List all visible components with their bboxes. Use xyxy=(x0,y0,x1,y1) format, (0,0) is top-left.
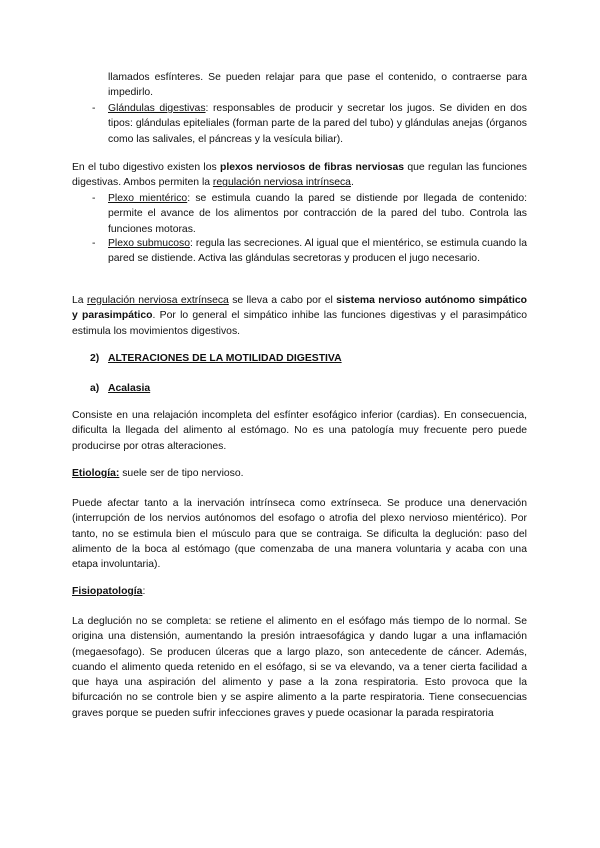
underlined-regulacion-extrinseca: regulación nerviosa extrínseca xyxy=(86,295,229,306)
section-title: ALTERACIONES DE LA MOTILIDAD DIGESTIVA xyxy=(108,353,342,364)
label-fisiopatologia: Fisiopatología xyxy=(72,586,143,597)
subsection-letter: a) xyxy=(90,383,100,394)
paragraph-inervacion: Puede afectar tanto a la inervación intrínseca como extrínseca. Se produce una denervación (interrupción de los nervios autónomos del esofago o atrofia del plexo nervioso mientérico). Por tanto, no se estimula bien el músculo para que se contraiga. Se dificulta la deglución: paso del alimento de la boca al estómago (que comenzaba de una manera voluntaria y acaba con una etapa involuntaria). xyxy=(72,498,527,571)
list-item-continuation: llamados esfínteres. Se pueden relajar para que pase el contenido, o contraerse para impedirlo. xyxy=(108,72,527,99)
bold-plexos-nerviosos: plexos nerviosos de fibras nerviosas xyxy=(219,162,405,173)
text-run: . xyxy=(350,177,354,189)
term-plexo-mienterico: Plexo mientérico xyxy=(108,193,188,204)
paragraph-acalasia: Consiste en una relajación incompleta del esfínter esofágico inferior (cardias). En consecuencia, dificulta la llegada del alimento al estómago. No es una patología muy frecuente pero puede producirse por otras alteraciones. xyxy=(72,410,527,452)
bold-sistema-nervioso: sistema nervioso autónomo simpático y parasimpático xyxy=(72,295,527,322)
etiologia-text: suele ser de tipo nervioso. xyxy=(119,468,244,479)
term-glandulas-digestivas: Glándulas digestivas xyxy=(108,103,206,114)
text-run: se lleva a cabo por el xyxy=(228,295,337,306)
subsection-title: Acalasia xyxy=(108,383,151,394)
term-plexo-submucoso: Plexo submucoso xyxy=(108,238,191,249)
paragraph-regulacion-extrinseca xyxy=(72,293,527,339)
bullet-dash: - xyxy=(92,193,96,204)
underlined-regulacion-intrinseca: regulación nerviosa intrínseca xyxy=(212,177,351,189)
paragraph-deglucion: La deglución no se completa: se retiene el alimento en el esófago más tiempo de lo normal. Se origina una distensión, aumentando la presión intraesofágica y dando lugar a una inflamación (megaesofago). Se producen úlceras que a largo plazo, son antecedente de cáncer. Además, cuando el alimento queda retenido en el esófago, si se va elevando, va a tener cierta facilidad a que haya una aspiración del alimento y pase a la zona respiratoria. Esto provoca que la bifurcación no se controle bien y se aspire alimento a la parte respiratoria. Tiene consecuencias graves porque se pueden sufrir infecciones graves y puede ocasionar la parada respiratoria xyxy=(72,616,527,719)
label-etiologia: Etiología: xyxy=(72,468,120,479)
colon: : xyxy=(142,586,146,597)
paragraph-plexos xyxy=(72,160,527,191)
bullet-dash: - xyxy=(92,238,96,249)
plexo-mienterico-description: : se estimula cuando la pared se distiende por llegada de contenido: permite el avance de los alimentos por contracción de la pared del tubo. Controla las funciones motoras. xyxy=(108,193,527,235)
glandulas-description: : responsables de producir y secretar los jugos. Se dividen en dos tipos: glándulas epiteliales (forman parte de la pared del tubo) y glándulas anejas (órganos como las salivales, el páncreas y la vesícula biliar). xyxy=(108,103,527,145)
heading-fisiopatologia xyxy=(72,584,527,599)
list-item-plexo-mienterico xyxy=(108,191,527,237)
text-run: La xyxy=(72,295,87,306)
text-run: . Por lo general el simpático inhibe las funciones digestivas y el parasimpático estimula los movimientos digestivos. xyxy=(72,310,527,337)
list-item-plexo-submucoso xyxy=(108,236,527,267)
section-number: 2) xyxy=(90,353,100,364)
text-run: En el tubo digestivo existen los xyxy=(72,162,220,173)
paragraph-etiologia xyxy=(72,466,527,481)
text-run: que regulan las funciones digestivas. Ambos permiten la xyxy=(72,162,527,189)
list-item-glandulas xyxy=(108,101,527,147)
bullet-dash: - xyxy=(92,103,96,114)
plexo-submucoso-description: : regula las secreciones. Al igual que el mientérico, se estimula cuando la pared se distiende. Activa las glándulas secretoras y producen el jugo necesario. xyxy=(108,238,528,265)
